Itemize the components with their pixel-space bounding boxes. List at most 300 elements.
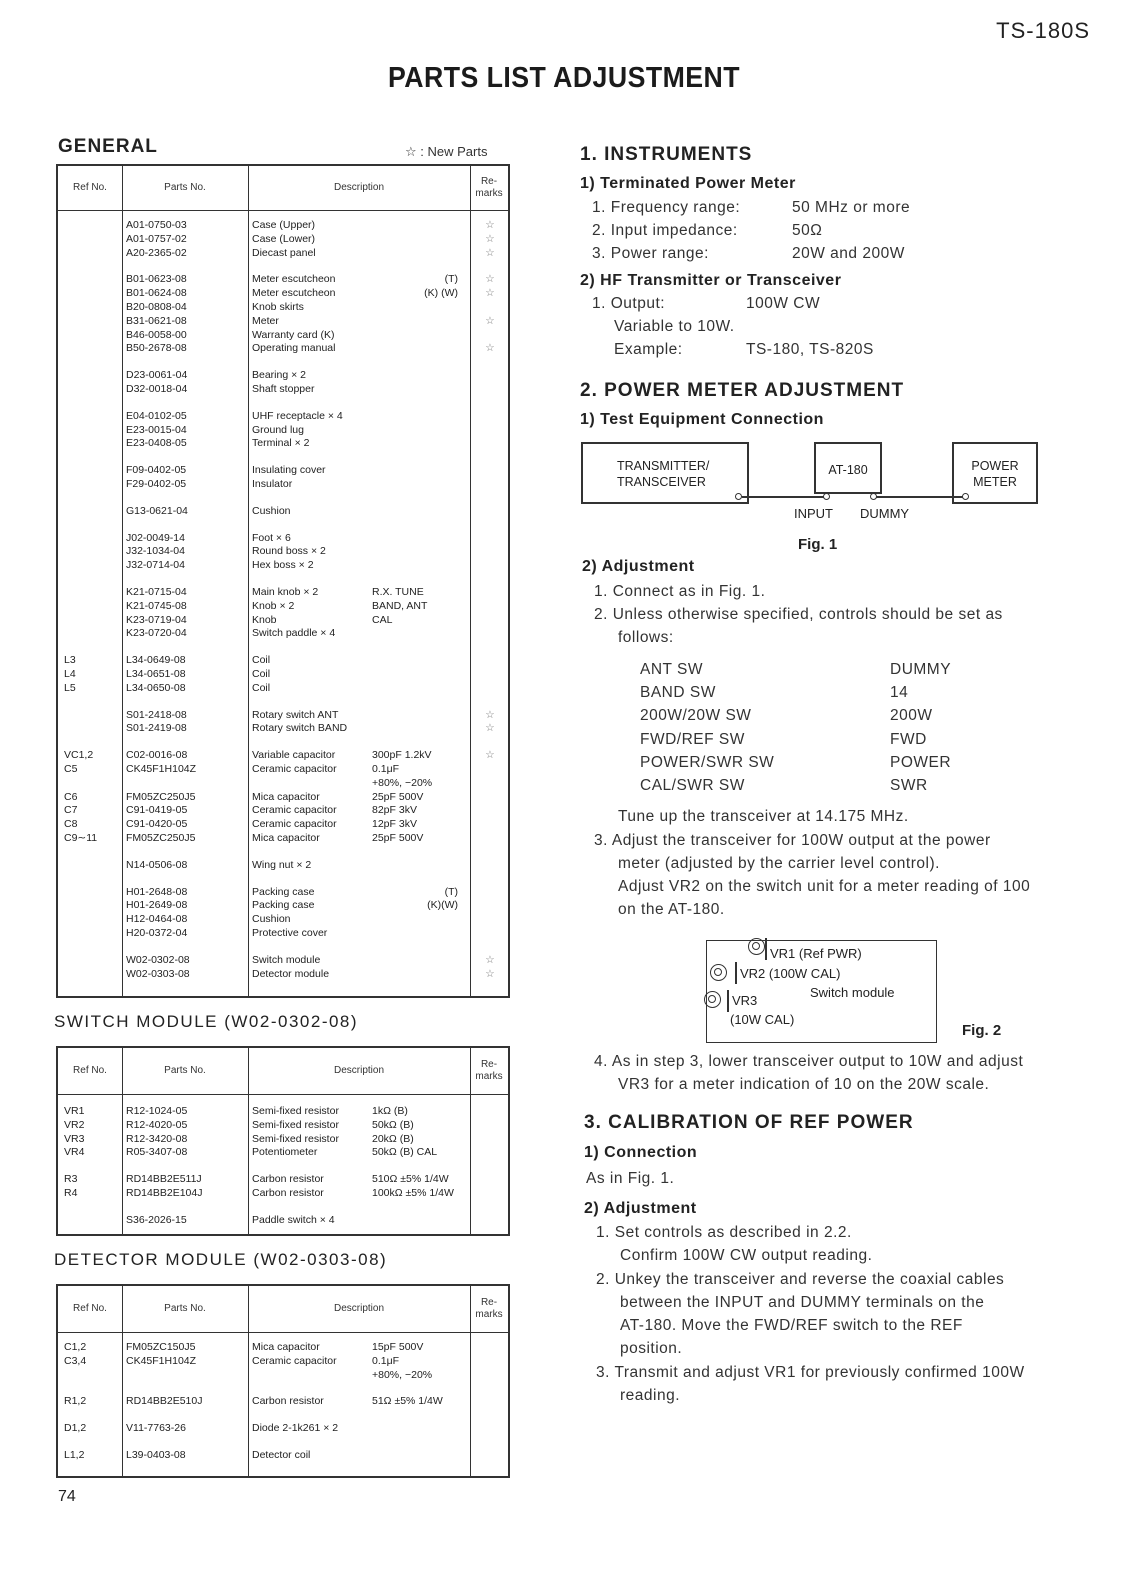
ref-no: L1,2 xyxy=(64,1449,85,1461)
setting-value: FWD xyxy=(890,730,927,748)
setting-name: ANT SW xyxy=(640,661,703,678)
setting-value: SWR xyxy=(890,777,928,794)
part-no: W02-0302-08 xyxy=(126,953,190,966)
description: Ground lug xyxy=(252,423,304,436)
table-row xyxy=(58,762,508,776)
ref-no: VC1,2 xyxy=(64,749,94,762)
remark-star-icon: ☆ xyxy=(485,953,495,966)
table-row xyxy=(58,272,508,286)
transmitter-box: TRANSMITTER/ TRANSCEIVER xyxy=(581,442,749,504)
dummy-label: DUMMY xyxy=(860,506,910,521)
cal-step-1b: Confirm 100W CW output reading. xyxy=(620,1247,873,1264)
part-no: S01-2419-08 xyxy=(126,722,187,735)
remark-star-icon: ☆ xyxy=(485,232,495,245)
vr1-knob-icon xyxy=(748,938,765,955)
switch-module-heading: SWITCH MODULE (W02-0302-08) xyxy=(54,1012,359,1031)
part-no: B46-0058-00 xyxy=(126,328,187,341)
table-row xyxy=(58,653,508,667)
col-remarks: Re- marks xyxy=(475,1059,503,1082)
part-no: B50-2678-08 xyxy=(126,342,187,355)
part-no: FM05ZC250J5 xyxy=(126,832,196,844)
value: R.X. TUNE xyxy=(372,586,424,598)
table-row xyxy=(58,926,508,940)
instruments-sub2: 2) HF Transmitter or Transceiver xyxy=(580,272,842,289)
table-row xyxy=(58,599,508,613)
part-no: D23-0061-04 xyxy=(126,369,188,382)
description: Foot × 6 xyxy=(252,531,291,544)
description: Semi-fixed resistor xyxy=(252,1105,339,1117)
description: Ceramic capacitor xyxy=(252,804,337,817)
table-row xyxy=(58,858,508,872)
part-no: E23-0015-04 xyxy=(126,423,187,436)
step-1: 1. Connect as in Fig. 1. xyxy=(594,583,766,600)
output-value: 100W CW xyxy=(746,295,821,312)
description: Carbon resistor xyxy=(252,1173,324,1186)
table-header xyxy=(58,166,508,211)
description: Packing case xyxy=(252,885,315,898)
setting-name: CAL/SWR SW xyxy=(640,777,745,794)
version-tag: (T) xyxy=(444,273,458,286)
ref-no: L5 xyxy=(64,681,76,694)
description: Mica capacitor xyxy=(252,832,320,844)
table-row xyxy=(58,613,508,627)
table-row xyxy=(58,681,508,695)
description: Diecast panel xyxy=(252,246,316,259)
page-number: 74 xyxy=(58,1488,76,1505)
description: Meter escutcheon xyxy=(252,273,336,286)
description: Diode 2-1k261 × 2 xyxy=(252,1422,339,1435)
step-3a: 3. Adjust the transceiver for 100W output at the power xyxy=(594,832,991,849)
ref-no: C9∼11 xyxy=(64,832,98,844)
setting-name: POWER/SWR SW xyxy=(640,753,775,771)
description: Warranty card (K) xyxy=(252,328,335,341)
fig1-caption: Fig. 1 xyxy=(798,536,838,553)
part-no: S36-2026-15 xyxy=(126,1213,187,1226)
description: Terminal × 2 xyxy=(252,437,310,450)
remark-star-icon: ☆ xyxy=(485,219,495,231)
table-row xyxy=(58,831,508,845)
ref-no: L3 xyxy=(64,654,76,667)
instruments-heading: 1. INSTRUMENTS xyxy=(580,144,753,165)
switch-module-label: Switch module xyxy=(810,985,895,1000)
description: Wing nut × 2 xyxy=(252,858,312,871)
part-no: R12-4020-05 xyxy=(126,1118,188,1131)
description: Switch module xyxy=(252,953,321,966)
part-no: J32-0714-04 xyxy=(126,559,185,572)
table-header xyxy=(58,1048,508,1095)
vr2-label: VR2 (100W CAL) xyxy=(740,966,841,981)
col-parts: Parts No. xyxy=(164,1065,206,1076)
description: Variable capacitor xyxy=(252,749,336,762)
table-row xyxy=(58,232,508,246)
instr-item-3-value: 20W and 200W xyxy=(792,245,905,262)
part-no: H12-0464-08 xyxy=(126,913,188,926)
cable-dummy-meter xyxy=(873,496,965,498)
remark-star-icon: ☆ xyxy=(485,967,495,980)
vr3-knob-icon xyxy=(704,991,721,1008)
value: 51Ω ±5% 1/4W xyxy=(372,1395,443,1408)
description: Hex boss × 2 xyxy=(252,559,314,572)
part-no: F09-0402-05 xyxy=(126,464,187,477)
table-row xyxy=(58,1421,508,1435)
cal-step-2d: position. xyxy=(620,1340,683,1357)
col-remarks: Re- marks xyxy=(475,176,503,199)
table-row xyxy=(58,477,508,491)
description: Knob × 2 xyxy=(252,599,295,612)
description: Rotary switch BAND xyxy=(252,722,348,735)
value: 20kΩ (B) xyxy=(372,1132,414,1145)
part-no: L39-0403-08 xyxy=(126,1449,186,1461)
value: +80%, −20% xyxy=(372,776,433,789)
part-no: K21-0745-08 xyxy=(126,599,187,612)
cable-tx-input xyxy=(742,496,824,498)
setting-value: POWER xyxy=(890,753,952,771)
step-3c: Adjust VR2 on the switch unit for a meter reading of 100 xyxy=(618,878,1031,895)
description: Potentiometer xyxy=(252,1146,318,1159)
remark-star-icon: ☆ xyxy=(485,273,495,286)
part-no: H20-0372-04 xyxy=(126,927,188,939)
instr-item-2-value: 50Ω xyxy=(792,222,823,239)
instr-item-3-label: 3. Power range: xyxy=(592,245,709,262)
description: Mica capacitor xyxy=(252,790,320,803)
part-no: F29-0402-05 xyxy=(126,478,187,490)
part-no: FM05ZC250J5 xyxy=(126,790,196,803)
col-parts: Parts No. xyxy=(164,182,206,193)
part-no: K23-0719-04 xyxy=(126,613,187,626)
col-desc: Description xyxy=(333,1303,385,1314)
description: Case (Lower) xyxy=(252,232,316,245)
detector-module-heading: DETECTOR MODULE (W02-0303-08) xyxy=(54,1250,388,1269)
step-3d: on the AT-180. xyxy=(618,901,725,918)
value: 12pF 3kV xyxy=(372,818,417,831)
part-no: E23-0408-05 xyxy=(126,437,187,450)
part-no: B01-0624-08 xyxy=(126,287,187,300)
step-2a: 2. Unless otherwise specified, controls should be set as xyxy=(594,606,1003,623)
page-title: PARTS LIST ADJUSTMENT xyxy=(387,62,741,94)
setting-value: 200W xyxy=(890,707,933,725)
value: 510Ω ±5% 1/4W xyxy=(372,1173,449,1186)
value: BAND, ANT xyxy=(372,599,428,612)
part-no: R12-1024-05 xyxy=(126,1105,188,1117)
ref-no: C5 xyxy=(64,763,78,775)
power-meter-box: POWER METER xyxy=(952,442,1038,504)
table-row xyxy=(58,382,508,396)
cal-step-3b: reading. xyxy=(620,1387,681,1404)
table-row xyxy=(58,748,508,762)
step-4a: 4. As in step 3, lower transceiver output to 10W and adjust xyxy=(594,1053,1024,1070)
table-row xyxy=(58,328,508,342)
description: Insulator xyxy=(252,478,293,490)
part-no: E04-0102-05 xyxy=(126,409,187,422)
part-no: G13-0621-04 xyxy=(126,504,188,517)
input-label: INPUT xyxy=(794,506,833,521)
part-no: K23-0720-04 xyxy=(126,627,187,640)
meter-input-terminal xyxy=(962,493,969,500)
table-row xyxy=(58,544,508,558)
description: Rotary switch ANT xyxy=(252,708,339,721)
table-row xyxy=(58,790,508,804)
table-row xyxy=(58,776,508,790)
value: 1kΩ (B) xyxy=(372,1105,408,1117)
cal-step-2a: 2. Unkey the transceiver and reverse the coaxial cables xyxy=(596,1271,1005,1288)
version-tag: (T) xyxy=(444,885,458,898)
ref-no: R1,2 xyxy=(64,1395,87,1408)
connection-sub: 1) Connection xyxy=(584,1144,698,1161)
description: Bearing × 2 xyxy=(252,369,306,382)
vr3-label: VR3 xyxy=(732,993,758,1008)
instr-item-1-label: 1. Frequency range: xyxy=(592,199,741,216)
example-value: TS-180, TS-820S xyxy=(746,341,874,358)
part-no: C91-0419-05 xyxy=(126,804,188,817)
detector-module-table xyxy=(56,1284,510,1478)
part-no: W02-0303-08 xyxy=(126,967,190,980)
vr1-label: VR1 (Ref PWR) xyxy=(770,946,862,961)
description: Carbon resistor xyxy=(252,1187,324,1199)
table-row xyxy=(58,1104,508,1118)
instruments-sub1: 1) Terminated Power Meter xyxy=(580,175,796,192)
dummy-terminal xyxy=(870,493,877,500)
part-no: A20-2365-02 xyxy=(126,246,187,259)
step-4b: VR3 for a meter indication of 10 on the 20W scale. xyxy=(618,1076,990,1093)
table-row xyxy=(58,626,508,640)
table-row xyxy=(58,912,508,926)
description: Shaft stopper xyxy=(252,383,315,395)
part-no: RD14BB2E510J xyxy=(126,1395,203,1408)
remark-star-icon: ☆ xyxy=(485,246,495,259)
table-row xyxy=(58,1354,508,1368)
new-parts-note: ☆ : New Parts xyxy=(405,144,488,159)
instr-item-1-value: 50 MHz or more xyxy=(792,199,911,216)
part-no: H01-2649-08 xyxy=(126,899,188,912)
table-row xyxy=(58,898,508,912)
description: Insulating cover xyxy=(252,464,326,477)
col-ref: Ref No. xyxy=(73,1303,107,1314)
cal-step-1a: 1. Set controls as described in 2.2. xyxy=(596,1224,852,1241)
table-row xyxy=(58,436,508,450)
col-ref: Ref No. xyxy=(73,1065,107,1076)
ref-no: C1,2 xyxy=(64,1341,87,1353)
tx-output-terminal xyxy=(735,493,742,500)
col-desc: Description xyxy=(333,1065,385,1076)
table-row xyxy=(58,504,508,518)
table-row xyxy=(58,409,508,423)
table-row xyxy=(58,246,508,260)
table-row xyxy=(58,463,508,477)
ref-no: C3,4 xyxy=(64,1354,87,1367)
value: CAL xyxy=(372,613,393,626)
adjustment-sub: 2) Adjustment xyxy=(582,558,695,575)
table-row xyxy=(58,721,508,735)
part-no: V11-7763-26 xyxy=(126,1422,186,1435)
part-no: A01-0750-03 xyxy=(126,219,187,231)
part-no: R05-3407-08 xyxy=(126,1146,188,1159)
table-row xyxy=(58,218,508,232)
part-no: B31-0621-08 xyxy=(126,314,187,327)
description: Ceramic capacitor xyxy=(252,1354,337,1367)
description: Packing case xyxy=(252,899,315,912)
value: 0.1μF xyxy=(372,1354,400,1367)
part-no: K21-0715-04 xyxy=(126,586,187,598)
vr3-label-b: (10W CAL) xyxy=(730,1012,795,1027)
description: Ceramic capacitor xyxy=(252,818,337,831)
part-no: L34-0649-08 xyxy=(126,654,186,667)
part-no: J32-1034-04 xyxy=(126,545,185,558)
value: 82pF 3kV xyxy=(372,804,417,817)
setting-value: DUMMY xyxy=(890,661,952,678)
description: Carbon resistor xyxy=(252,1395,324,1408)
value: 50kΩ (B) CAL xyxy=(372,1146,438,1159)
part-no: N14-0506-08 xyxy=(126,858,188,871)
description: Coil xyxy=(252,681,271,694)
value: 15pF 500V xyxy=(372,1341,424,1353)
part-no: R12-3420-08 xyxy=(126,1132,188,1145)
setting-name: BAND SW xyxy=(640,684,716,702)
ref-no: R4 xyxy=(64,1187,78,1199)
value: 50kΩ (B) xyxy=(372,1118,414,1131)
table-row xyxy=(58,1213,508,1227)
description: Switch paddle × 4 xyxy=(252,627,336,640)
part-no: L34-0651-08 xyxy=(126,668,186,680)
table-row xyxy=(58,423,508,437)
table-row xyxy=(58,300,508,314)
description: Mica capacitor xyxy=(252,1341,320,1353)
table-row xyxy=(58,708,508,722)
table-row xyxy=(58,885,508,899)
tune-text: Tune up the transceiver at 14.175 MHz. xyxy=(618,808,909,825)
description: Detector coil xyxy=(252,1449,311,1461)
value: +80%, −20% xyxy=(372,1368,433,1381)
col-desc: Description xyxy=(333,182,385,193)
example-label: Example: xyxy=(614,341,683,358)
description: Coil xyxy=(252,654,271,667)
calibration-adjustment-sub: 2) Adjustment xyxy=(584,1200,697,1217)
ref-no: C6 xyxy=(64,790,78,803)
description: Operating manual xyxy=(252,342,336,355)
table-row xyxy=(58,1368,508,1382)
value: 25pF 500V xyxy=(372,832,424,844)
description: Paddle switch × 4 xyxy=(252,1213,335,1226)
table-row xyxy=(58,531,508,545)
table-row xyxy=(58,1186,508,1200)
table-row xyxy=(58,1172,508,1186)
ref-no: R3 xyxy=(64,1173,78,1186)
description: Ceramic capacitor xyxy=(252,763,337,775)
instr-item-2-label: 2. Input impedance: xyxy=(592,222,738,239)
remark-star-icon: ☆ xyxy=(485,708,495,721)
setting-name: FWD/REF SW xyxy=(640,730,745,748)
part-no: A01-0757-02 xyxy=(126,232,187,245)
table-row xyxy=(58,817,508,831)
ref-no: L4 xyxy=(64,668,76,680)
description: UHF receptacle × 4 xyxy=(252,409,343,422)
part-no: CK45F1H104Z xyxy=(126,763,197,775)
output-label: 1. Output: xyxy=(592,295,666,312)
remark-star-icon: ☆ xyxy=(485,749,495,762)
power-meter-heading: 2. POWER METER ADJUSTMENT xyxy=(580,380,905,401)
description: Main knob × 2 xyxy=(252,586,319,598)
description: Cushion xyxy=(252,504,291,517)
part-no: C91-0420-05 xyxy=(126,818,188,831)
value: 25pF 500V xyxy=(372,790,424,803)
description: Meter xyxy=(252,314,279,327)
part-no: L34-0650-08 xyxy=(126,681,186,694)
switch-module-table xyxy=(56,1046,510,1236)
table-row xyxy=(58,667,508,681)
setting-name: 200W/20W SW xyxy=(640,707,752,725)
table-row xyxy=(58,558,508,572)
table-row xyxy=(58,1145,508,1159)
value: 300pF 1.2kV xyxy=(372,749,432,762)
part-no: S01-2418-08 xyxy=(126,708,187,721)
step-3b: meter (adjusted by the carrier level control). xyxy=(618,855,940,872)
value: 0.1μF xyxy=(372,763,400,775)
at180-box: AT-180 xyxy=(814,442,882,494)
table-row xyxy=(58,585,508,599)
description: Semi-fixed resistor xyxy=(252,1132,339,1145)
cal-step-2c: AT-180. Move the FWD/REF switch to the REF xyxy=(620,1317,963,1334)
table-row xyxy=(58,967,508,981)
test-equipment-sub: 1) Test Equipment Connection xyxy=(580,411,824,428)
col-ref: Ref No. xyxy=(73,182,107,193)
fig2-caption: Fig. 2 xyxy=(962,1022,1002,1039)
variable-text: Variable to 10W. xyxy=(614,318,735,335)
version-tag: (K)(W) xyxy=(427,899,458,912)
col-remarks: Re- marks xyxy=(475,1297,503,1320)
part-no: RD14BB2E104J xyxy=(126,1187,203,1199)
version-tag: (K) (W) xyxy=(424,287,458,300)
table-row xyxy=(58,368,508,382)
general-parts-table xyxy=(56,164,510,998)
remark-star-icon: ☆ xyxy=(485,287,495,300)
remark-star-icon: ☆ xyxy=(485,314,495,327)
ref-no: C8 xyxy=(64,818,78,831)
table-header xyxy=(58,1286,508,1333)
cal-step-3a: 3. Transmit and adjust VR1 for previously confirmed 100W xyxy=(596,1364,1025,1381)
part-no: FM05ZC150J5 xyxy=(126,1341,196,1353)
table-row xyxy=(58,286,508,300)
table-row xyxy=(58,341,508,355)
description: Meter escutcheon xyxy=(252,287,336,300)
table-row xyxy=(58,1132,508,1146)
ref-no: VR4 xyxy=(64,1146,85,1159)
step-2b: follows: xyxy=(618,629,674,646)
table-row xyxy=(58,953,508,967)
part-no: CK45F1H104Z xyxy=(126,1354,197,1367)
col-parts: Parts No. xyxy=(164,1303,206,1314)
part-no: J02-0049-14 xyxy=(126,531,185,544)
value: 100kΩ ±5% 1/4W xyxy=(372,1187,454,1199)
table-row xyxy=(58,1448,508,1462)
input-terminal xyxy=(823,493,830,500)
setting-value: 14 xyxy=(890,684,909,702)
table-row xyxy=(58,1118,508,1132)
description: Case (Upper) xyxy=(252,219,316,231)
part-no: D32-0018-04 xyxy=(126,383,188,395)
model-number: TS-180S xyxy=(996,18,1090,43)
cal-step-2b: between the INPUT and DUMMY terminals on the xyxy=(620,1294,985,1311)
remark-star-icon: ☆ xyxy=(485,342,495,355)
part-no: H01-2648-08 xyxy=(126,885,188,898)
description: Cushion xyxy=(252,913,291,926)
description: Knob skirts xyxy=(252,301,304,313)
table-row xyxy=(58,1340,508,1354)
ref-no: VR3 xyxy=(64,1132,85,1145)
description: Round boss × 2 xyxy=(252,545,326,558)
description: Protective cover xyxy=(252,927,328,939)
table-row xyxy=(58,314,508,328)
description: Semi-fixed resistor xyxy=(252,1118,339,1131)
description: Detector module xyxy=(252,967,330,980)
